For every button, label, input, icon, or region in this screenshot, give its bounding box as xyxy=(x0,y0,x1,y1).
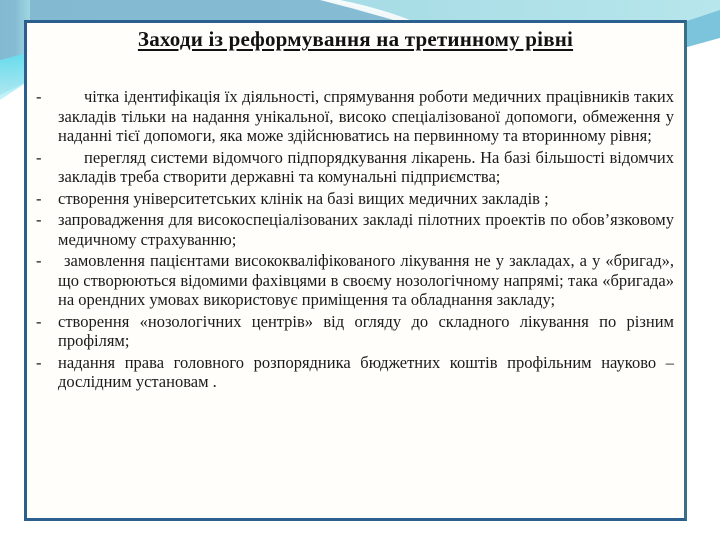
bullet-dash: - xyxy=(36,352,42,372)
list-item xyxy=(27,312,684,351)
content-box xyxy=(24,20,687,521)
bullet-dash: - xyxy=(36,147,42,167)
list-item-text: замовлення пацієнтами висококваліфікованого лікування не у закладах, а у «бригад», що створюються відомими фахівцями в своєму нозологічному напрямі; така «бригада» на орендних умовах використовує приміщення та обладнання закладу; xyxy=(58,251,674,309)
list-item-text: перегляд системи відомчого підпорядкування лікарень. На базі більшості відомчих закладів треба створити державні та комунальні підприємства; xyxy=(58,147,674,186)
list-item-text: надання права головного розпорядника бюджетних коштів профільним науково – дослідним установам . xyxy=(58,352,674,391)
list-item xyxy=(27,87,684,146)
bullet-dash: - xyxy=(36,251,42,270)
list-item xyxy=(27,148,684,187)
bullet-dash: - xyxy=(36,311,42,331)
measures-list xyxy=(27,87,684,394)
list-item xyxy=(27,353,684,392)
slide-title: Заходи із реформування на третинному рівні xyxy=(137,27,574,51)
list-item xyxy=(27,189,684,209)
bullet-dash: - xyxy=(36,210,42,229)
list-item-text: створення «нозологічних центрів» від огляду до складного лікування по різним профілям; xyxy=(58,311,674,350)
list-item-text: запровадження для високоспеціалізованих закладі пілотних проектів по обов’язковому медичному страхуванню; xyxy=(58,210,674,249)
list-item xyxy=(27,210,684,249)
bullet-dash: - xyxy=(36,87,42,106)
list-item xyxy=(27,251,684,310)
bullet-dash: - xyxy=(36,188,42,208)
list-item-text: створення університетських клінік на базі вищих медичних закладів ; xyxy=(58,188,549,208)
list-item-text: чітка ідентифікація їх діяльності, спрямування роботи медичних працівників таких закладів тільки на надання унікальної, високо спеціалізованої допомоги, обмеження у наданні тієї допомоги, яка може здійснюватись на первинному та вторинному рівня; xyxy=(58,87,674,145)
